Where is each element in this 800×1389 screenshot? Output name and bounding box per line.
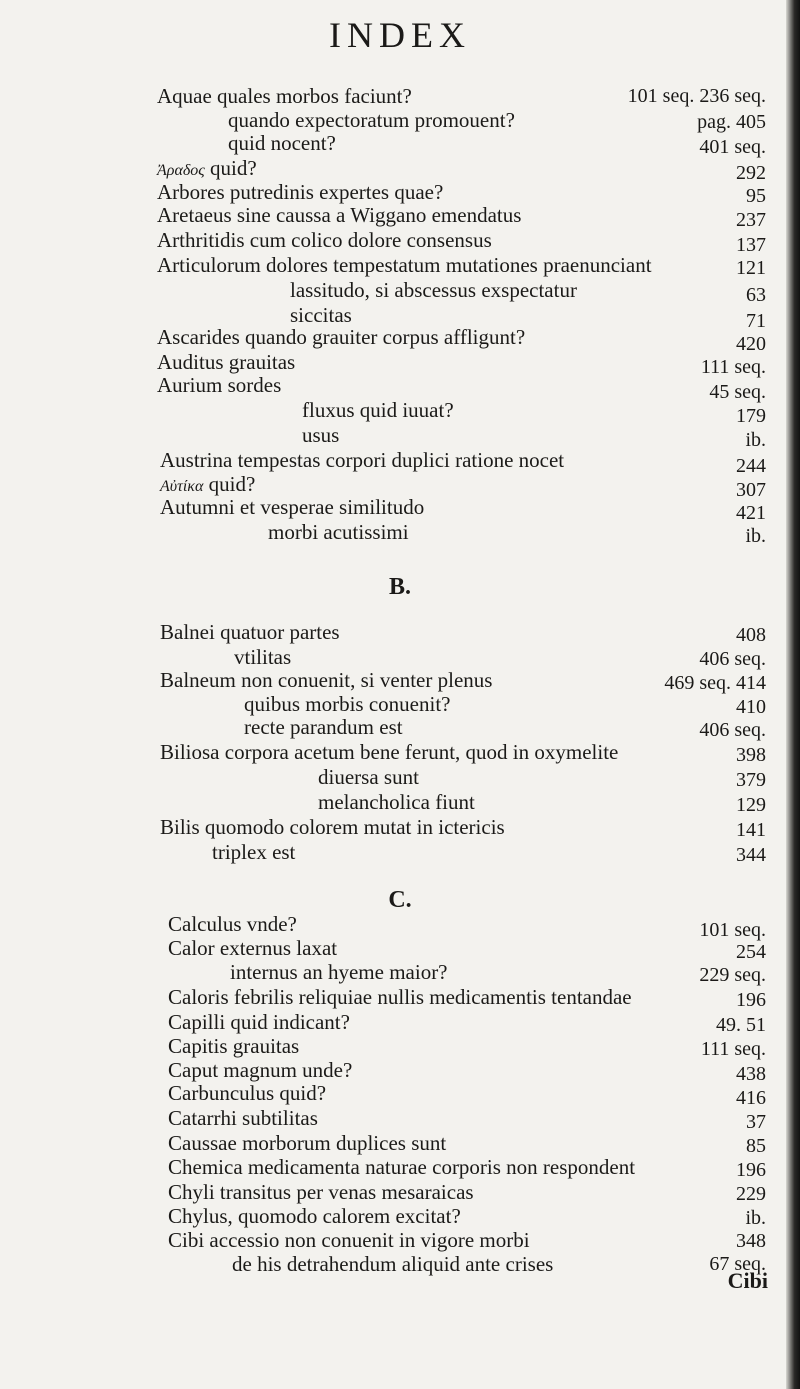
- page-reference: 469 seq. 414: [664, 672, 766, 694]
- page-reference: 49. 51: [716, 1014, 766, 1036]
- page-reference: 406 seq.: [699, 648, 766, 670]
- page-reference: 421: [736, 502, 766, 524]
- page-reference: 137: [736, 234, 766, 256]
- index-entry: Ascarides quando grauiter corpus affligunt?: [157, 325, 526, 349]
- page-reference: 398: [736, 744, 766, 766]
- index-subentry: diuersa sunt: [318, 765, 419, 789]
- index-subentry: vtilitas: [234, 645, 292, 669]
- greek-headword: Αὐτίκα: [160, 478, 204, 495]
- index-subentry: internus an hyeme maior?: [230, 960, 448, 984]
- page-reference: 67 seq.: [709, 1253, 766, 1275]
- catchword: Cibi: [727, 1268, 768, 1293]
- page-reference: 237: [736, 209, 766, 231]
- index-subentry: quando expectoratum promouent?: [228, 108, 515, 132]
- index-entry: Caussae morborum duplices sunt: [168, 1131, 447, 1155]
- index-entry: [157, 156, 257, 181]
- page-reference: 196: [736, 989, 766, 1011]
- index-entry: Auditus grauitas: [157, 350, 296, 374]
- page-reference: 179: [736, 405, 766, 427]
- page-reference: 63: [746, 284, 766, 306]
- index-entry: Balnei quatuor partes: [160, 620, 340, 644]
- index-subentry: de his detrahendum aliquid ante crises: [232, 1252, 554, 1276]
- page-reference: 410: [736, 696, 766, 718]
- index-entry: Chyli transitus per venas mesaraicas: [168, 1180, 474, 1204]
- index-entry: [160, 472, 255, 497]
- section-heading-b: B.: [388, 574, 411, 600]
- page-reference: 85: [746, 1135, 766, 1157]
- index-entry: Capitis grauitas: [168, 1034, 300, 1058]
- index-subentry: recte parandum est: [244, 715, 403, 739]
- page-reference: 111 seq.: [700, 356, 766, 378]
- page-reference: 196: [736, 1159, 766, 1181]
- index-entry-text: quid?: [208, 472, 256, 496]
- index-subentry: usus: [302, 423, 340, 447]
- index-subentry: morbi acutissimi: [268, 520, 409, 544]
- index-entry: Aurium sordes: [157, 373, 282, 397]
- page-reference: 101 seq.: [699, 919, 766, 941]
- index-entry: Calor externus laxat: [168, 936, 338, 960]
- index-subentry: fluxus quid iuuat?: [302, 398, 454, 422]
- page-reference: 254: [736, 941, 766, 963]
- page-reference: 101 seq. 236 seq.: [627, 85, 766, 107]
- page-reference: 71: [746, 310, 766, 332]
- index-subentry: lassitudo, si abscessus exspectatur: [290, 278, 577, 302]
- page-reference: 401 seq.: [699, 136, 766, 158]
- page-reference: 408: [736, 624, 766, 646]
- index-entry: Arbores putredinis expertes quae?: [157, 180, 444, 204]
- page-reference: 344: [736, 844, 766, 866]
- section-heading-c: C.: [388, 887, 412, 913]
- page-reference: 420: [736, 333, 766, 355]
- index-entry: Calculus vnde?: [168, 912, 297, 936]
- index-entry: Bilis quomodo colorem mutat in ictericis: [160, 815, 505, 839]
- index-subentry: triplex est: [212, 840, 296, 864]
- index-subentry: quid nocent?: [228, 131, 336, 155]
- page-reference: ib.: [745, 525, 766, 547]
- page-reference: ib.: [745, 429, 766, 451]
- page-reference: 229 seq.: [699, 964, 766, 986]
- page-reference: 229: [736, 1183, 766, 1205]
- page-reference: 379: [736, 769, 766, 791]
- page-reference: ib.: [745, 1207, 766, 1229]
- index-entry: Aquae quales morbos faciunt?: [157, 84, 412, 108]
- page-reference: 348: [736, 1230, 766, 1252]
- index-entry: Austrina tempestas corpori duplici ratione nocet: [160, 448, 565, 472]
- page-reference: 438: [736, 1063, 766, 1085]
- page-reference: 37: [746, 1111, 766, 1133]
- page-reference: 307: [736, 479, 766, 501]
- page-reference: 45 seq.: [709, 381, 766, 403]
- page-reference: 292: [736, 162, 766, 184]
- index-entry: Autumni et vesperae similitudo: [160, 495, 425, 519]
- index-entry: Caloris febrilis reliquiae nullis medicamentis tentandae: [168, 985, 632, 1009]
- index-entry-text: quid?: [210, 156, 257, 180]
- index-subentry: siccitas: [290, 303, 352, 327]
- page-reference: 416: [736, 1087, 766, 1109]
- index-entry: Arthritidis cum colico dolore consensus: [157, 228, 492, 252]
- greek-headword: Ἀραδος: [157, 162, 205, 179]
- page-reference: 141: [736, 819, 766, 841]
- page-edge-shadow: [786, 0, 800, 1389]
- index-entry: Cibi accessio non conuenit in vigore morbi: [168, 1228, 530, 1252]
- index-entry: Balneum non conuenit, si venter plenus: [160, 668, 493, 692]
- page-reference: 121: [736, 257, 766, 279]
- index-entry: Articulorum dolores tempestatum mutationes praenunciant: [157, 253, 652, 277]
- index-subentry: melancholica fiunt: [318, 790, 475, 814]
- index-entry: Biliosa corpora acetum bene ferunt, quod in oxymelite: [160, 740, 619, 764]
- index-entry: Aretaeus sine caussa a Wiggano emendatus: [157, 203, 522, 227]
- index-entry: Caput magnum unde?: [168, 1058, 353, 1082]
- index-entry: Capilli quid indicant?: [168, 1010, 350, 1034]
- page-title: INDEX: [329, 15, 471, 55]
- index-entry: Chemica medicamenta naturae corporis non respondent: [168, 1155, 636, 1179]
- index-entry: Carbunculus quid?: [168, 1081, 327, 1105]
- page-reference: pag. 405: [697, 111, 766, 133]
- page-reference: 111 seq.: [700, 1038, 766, 1060]
- page-reference: 244: [736, 455, 766, 477]
- page-reference: 406 seq.: [699, 719, 766, 741]
- index-entry: Chylus, quomodo calorem excitat?: [168, 1204, 461, 1228]
- page-reference: 95: [746, 185, 766, 207]
- index-entry: Catarrhi subtilitas: [168, 1106, 318, 1130]
- page-reference: 129: [736, 794, 766, 816]
- index-subentry: quibus morbis conuenit?: [244, 692, 451, 716]
